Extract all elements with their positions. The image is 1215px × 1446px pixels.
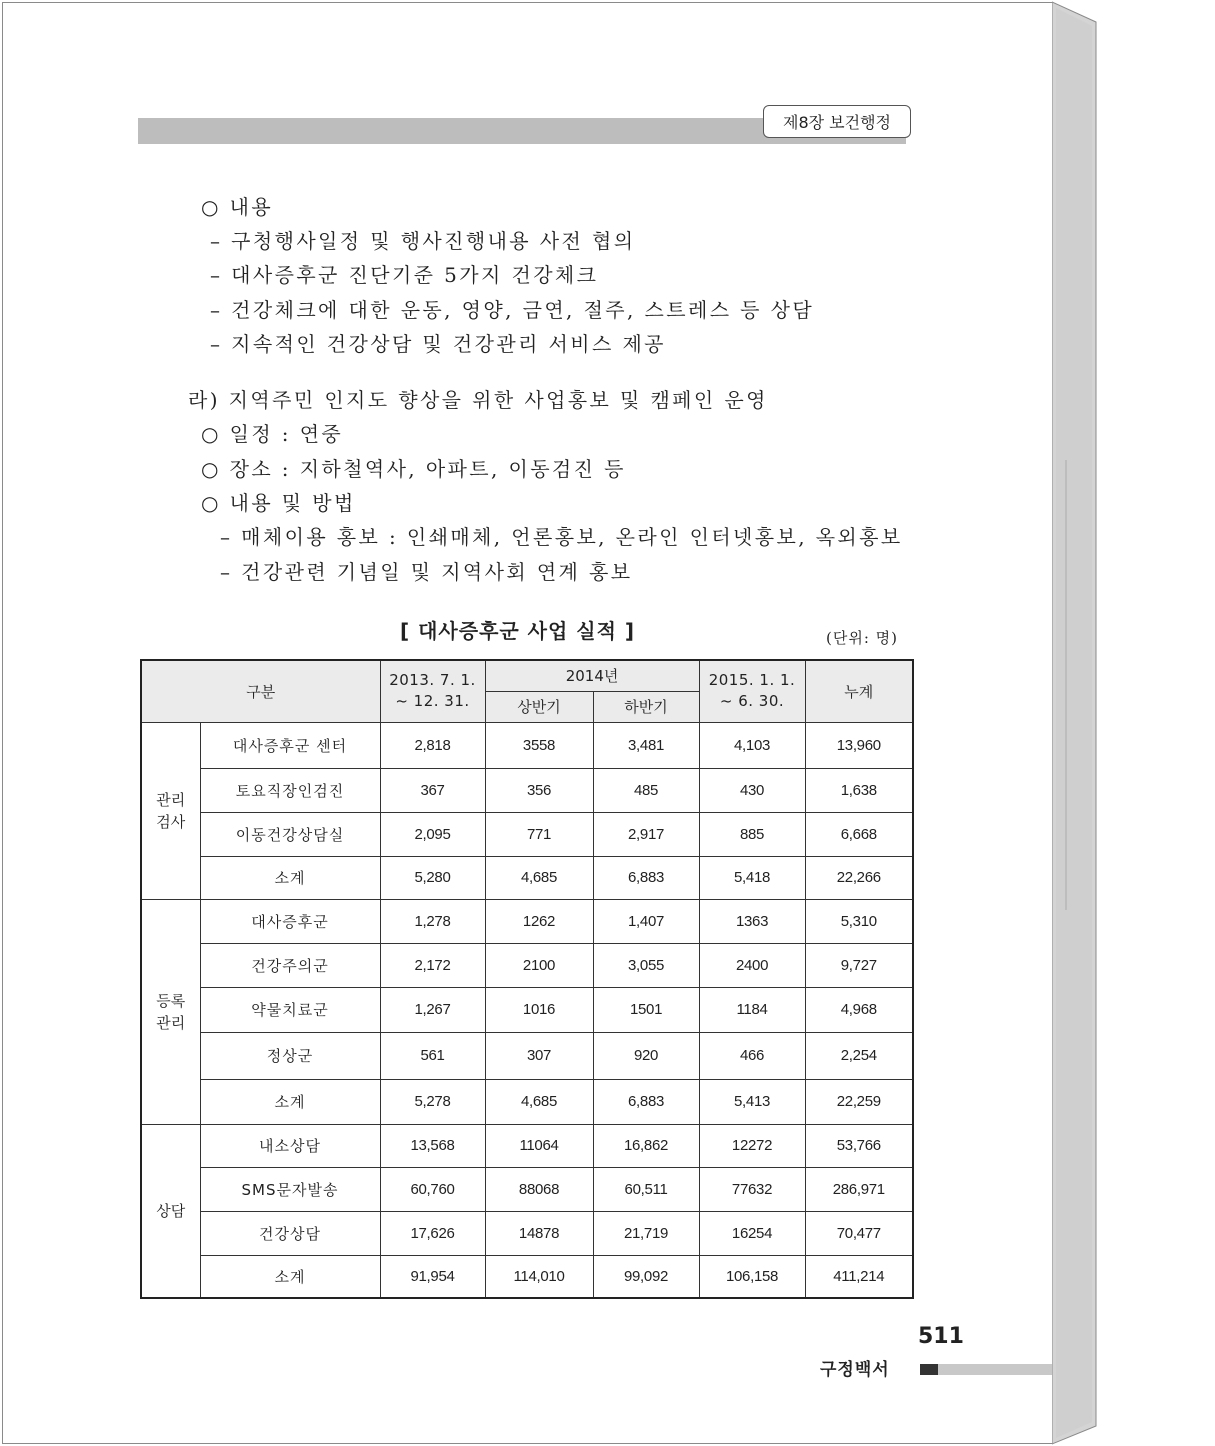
value-cell: 4,103 — [699, 722, 805, 768]
bullet-location: ○ 장소 : 지하철역사, 아파트, 이동검진 등 — [201, 457, 626, 481]
value-cell: 920 — [593, 1032, 699, 1079]
group-label-line: 상담 — [156, 1201, 186, 1220]
page-edge-shadow — [1052, 0, 1102, 1446]
row-item: 소계 — [200, 1255, 380, 1298]
value-cell: 6,883 — [593, 856, 699, 899]
value-cell: 307 — [485, 1032, 593, 1079]
group-label-line: 검사 — [156, 812, 186, 831]
value-cell: 411,214 — [805, 1255, 913, 1298]
value-cell: 466 — [699, 1032, 805, 1079]
row-item: 정상군 — [200, 1032, 380, 1079]
table-row — [141, 1167, 913, 1211]
value-cell: 106,158 — [699, 1255, 805, 1298]
value-cell: 1184 — [699, 987, 805, 1032]
content-item-1: – 구청행사일정 및 행사진행내용 사전 협의 — [210, 229, 636, 253]
header-year-2014: 2014년 — [485, 660, 699, 691]
table-row — [141, 722, 913, 768]
header-period-2015 — [699, 660, 805, 722]
header-total: 누계 — [805, 660, 913, 722]
row-item: SMS문자발송 — [200, 1167, 380, 1211]
group-label-line: 등록 — [156, 991, 186, 1010]
value-cell: 1,267 — [380, 987, 485, 1032]
value-cell: 17,626 — [380, 1211, 485, 1255]
method-item-2: – 건강관련 기념일 및 지역사회 연계 홍보 — [220, 560, 633, 584]
content-item-2: – 대사증후군 진단기준 5가지 건강체크 — [210, 263, 599, 287]
row-item: 이동건강상담실 — [200, 812, 380, 856]
group-cell — [141, 1124, 200, 1298]
table-row-subtotal — [141, 1255, 913, 1298]
header-period-2013-start: 2013. 7. 1. — [389, 671, 476, 690]
row-item: 소계 — [200, 1079, 380, 1124]
value-cell: 1,638 — [805, 768, 913, 812]
value-cell: 1,278 — [380, 899, 485, 943]
row-item: 대사증후군 센터 — [200, 722, 380, 768]
value-cell: 114,010 — [485, 1255, 593, 1298]
value-cell: 16254 — [699, 1211, 805, 1255]
value-cell: 2,254 — [805, 1032, 913, 1079]
footer-mark — [920, 1364, 938, 1375]
value-cell: 21,719 — [593, 1211, 699, 1255]
value-cell: 1262 — [485, 899, 593, 943]
header-period-2015-start: 2015. 1. 1. — [708, 671, 796, 690]
value-cell: 3,481 — [593, 722, 699, 768]
value-cell: 2100 — [485, 943, 593, 987]
value-cell: 9,727 — [805, 943, 913, 987]
book-title: 구정백서 — [820, 1360, 890, 1380]
row-item: 건강상담 — [200, 1211, 380, 1255]
value-cell: 4,968 — [805, 987, 913, 1032]
value-cell: 14878 — [485, 1211, 593, 1255]
value-cell: 430 — [699, 768, 805, 812]
header-period-2013 — [380, 660, 485, 722]
table-row — [141, 943, 913, 987]
method-item-1: – 매체이용 홍보 : 인쇄매체, 언론홍보, 온라인 인터넷홍보, 옥외홍보 — [220, 525, 903, 549]
header-second-half: 하반기 — [593, 691, 699, 722]
value-cell: 2400 — [699, 943, 805, 987]
table-row — [141, 812, 913, 856]
row-item: 내소상담 — [200, 1124, 380, 1167]
value-cell: 4,685 — [485, 856, 593, 899]
row-item: 약물치료군 — [200, 987, 380, 1032]
content-item-3: – 건강체크에 대한 운동, 영양, 금연, 절주, 스트레스 등 상담 — [210, 298, 815, 322]
performance-table — [140, 659, 914, 1299]
bullet-method: ○ 내용 및 방법 — [201, 491, 356, 515]
value-cell: 286,971 — [805, 1167, 913, 1211]
group-label-line: 관리 — [156, 790, 186, 809]
table-row — [141, 768, 913, 812]
table-title: [ 대사증후군 사업 실적 ] — [400, 619, 636, 643]
unit-note: (단위: 명) — [826, 629, 898, 647]
value-cell: 13,960 — [805, 722, 913, 768]
value-cell: 1,407 — [593, 899, 699, 943]
chapter-tab: 제8장 보건행정 — [763, 105, 911, 138]
row-item: 소계 — [200, 856, 380, 899]
table-row — [141, 987, 913, 1032]
value-cell: 4,685 — [485, 1079, 593, 1124]
value-cell: 2,917 — [593, 812, 699, 856]
value-cell: 88068 — [485, 1167, 593, 1211]
value-cell: 3558 — [485, 722, 593, 768]
content-item-4: – 지속적인 건강상담 및 건강관리 서비스 제공 — [210, 332, 666, 356]
value-cell: 2,095 — [380, 812, 485, 856]
row-item: 건강주의군 — [200, 943, 380, 987]
value-cell: 356 — [485, 768, 593, 812]
value-cell: 77632 — [699, 1167, 805, 1211]
value-cell: 1363 — [699, 899, 805, 943]
table-row — [141, 1211, 913, 1255]
value-cell: 485 — [593, 768, 699, 812]
table-row — [141, 1124, 913, 1167]
value-cell: 53,766 — [805, 1124, 913, 1167]
section-heading-ra: 라) 지역주민 인지도 향상을 위한 사업홍보 및 캠페인 운영 — [188, 388, 768, 412]
value-cell: 5,280 — [380, 856, 485, 899]
value-cell: 561 — [380, 1032, 485, 1079]
value-cell: 2,172 — [380, 943, 485, 987]
table-row — [141, 899, 913, 943]
value-cell: 16,862 — [593, 1124, 699, 1167]
value-cell: 771 — [485, 812, 593, 856]
group-cell — [141, 899, 200, 1124]
value-cell: 1016 — [485, 987, 593, 1032]
value-cell: 367 — [380, 768, 485, 812]
value-cell: 22,259 — [805, 1079, 913, 1124]
value-cell: 70,477 — [805, 1211, 913, 1255]
value-cell: 22,266 — [805, 856, 913, 899]
value-cell: 6,883 — [593, 1079, 699, 1124]
row-item: 토요직장인검진 — [200, 768, 380, 812]
value-cell: 60,760 — [380, 1167, 485, 1211]
value-cell: 13,568 — [380, 1124, 485, 1167]
value-cell: 3,055 — [593, 943, 699, 987]
value-cell: 6,668 — [805, 812, 913, 856]
value-cell: 5,278 — [380, 1079, 485, 1124]
value-cell: 5,418 — [699, 856, 805, 899]
table-row-subtotal — [141, 1079, 913, 1124]
group-cell — [141, 722, 200, 899]
value-cell: 885 — [699, 812, 805, 856]
value-cell: 1501 — [593, 987, 699, 1032]
value-cell: 99,092 — [593, 1255, 699, 1298]
footer-bar — [938, 1364, 1052, 1375]
header-category: 구분 — [141, 660, 380, 722]
value-cell: 5,310 — [805, 899, 913, 943]
value-cell: 5,413 — [699, 1079, 805, 1124]
value-cell: 2,818 — [380, 722, 485, 768]
table-row-subtotal — [141, 856, 913, 899]
value-cell: 60,511 — [593, 1167, 699, 1211]
bullet-content: ○ 내용 — [201, 195, 274, 219]
value-cell: 11064 — [485, 1124, 593, 1167]
value-cell: 12272 — [699, 1124, 805, 1167]
page-number: 511 — [918, 1324, 964, 1349]
value-cell: 91,954 — [380, 1255, 485, 1298]
header-period-2015-end: ~ 6. 30. — [719, 692, 785, 711]
bullet-schedule: ○ 일정 : 연중 — [201, 422, 344, 446]
group-label-line: 관리 — [156, 1013, 186, 1032]
header-first-half: 상반기 — [485, 691, 593, 722]
header-period-2013-end: ~ 12. 31. — [395, 692, 470, 711]
table-row — [141, 1032, 913, 1079]
row-item: 대사증후군 — [200, 899, 380, 943]
